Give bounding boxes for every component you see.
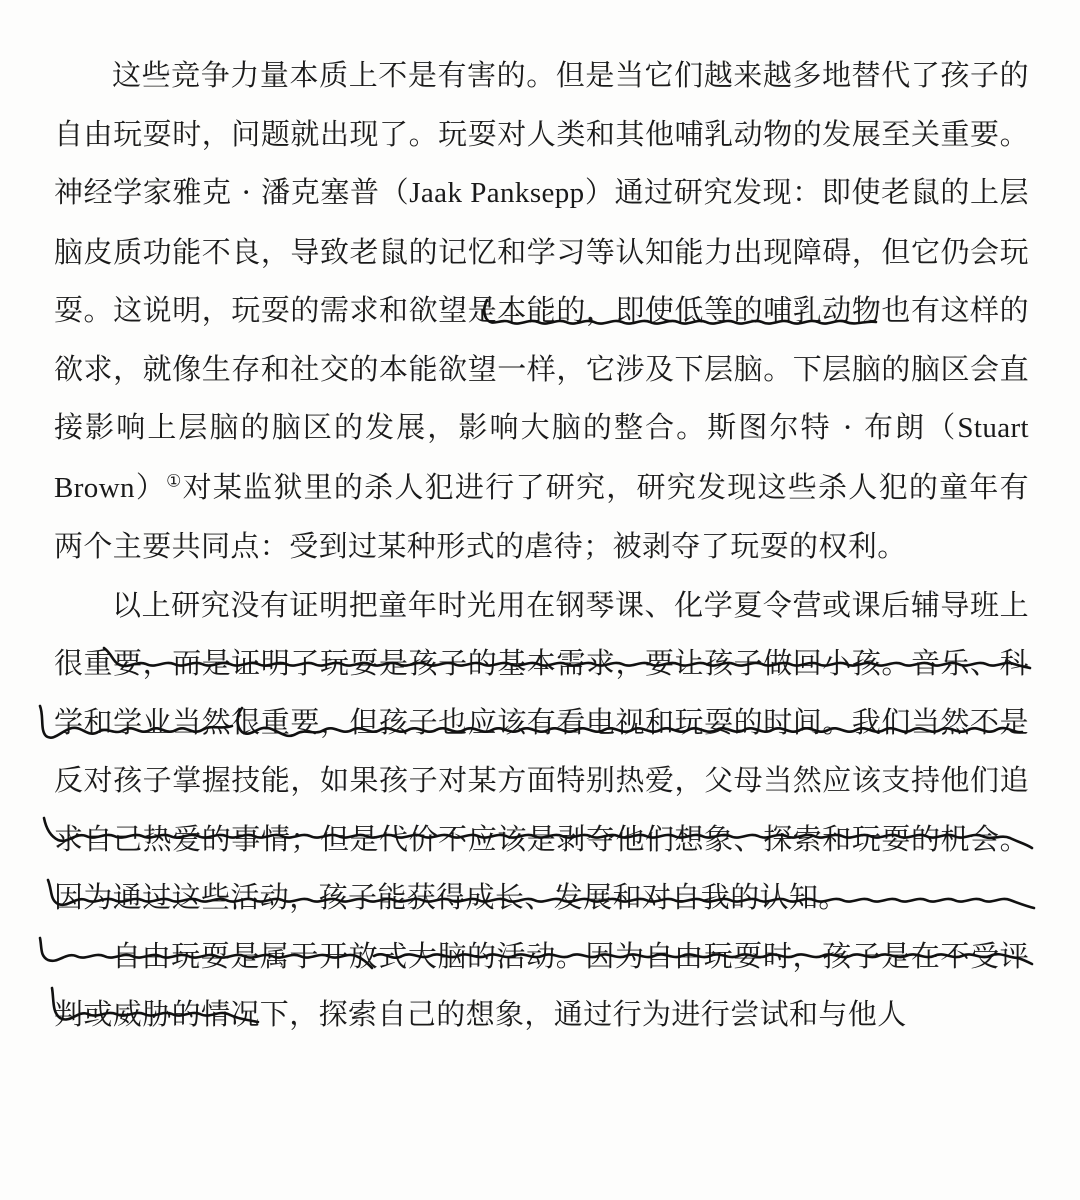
paragraph-1-text-d: 对某监狱里的杀人犯进行了研究，研究发现这些杀人犯的童年有两个主要共同点：受到过某种形式的虐待；被剥夺了玩耍的权利。 bbox=[54, 469, 1030, 563]
paragraph-1-text-a: 这些竞争力量本质上不是有害的。但是当它们越来越多地替代了孩子的自由玩耍时，问题就出现了。玩耍对人类和其他哺乳动物的发展至关重要。神经学家雅克 · 潘克塞普（ bbox=[54, 58, 1029, 209]
footnote-marker[interactable]: ① bbox=[166, 470, 183, 490]
paragraph-1 bbox=[54, 46, 1029, 576]
paragraph-1-text-b: ）通过研究发现：即使老鼠的上层脑皮质功能不良，导致老鼠的记忆和学习等认知能力出现障碍，但它仍会玩耍。这说明，玩耍的需求和欲望是本能的，即使低等的哺乳动物也有这样的欲求，就像生存和社交的本能欲望一样，它涉及下层脑。下层脑的脑区会直接影响上层脑的脑区的发展，影响大脑的整合。斯图尔特 · 布朗（ bbox=[54, 175, 1029, 444]
paragraph-2: 以上研究没有证明把童年时光用在钢琴课、化学夏令营或课后辅导班上很重要，而是证明了玩耍是孩子的基本需求，要让孩子做回小孩。音乐、科学和学业当然很重要，但孩子也应该有看电视和玩耍的时间。我们当然不是反对孩子掌握技能，如果孩子对某方面特别热爱，父母当然应该支持他们追求自己热爱的事情；但是代价不应该是剥夺他们想象、探索和玩耍的机会。因为通过这些活动，孩子能获得成长、发展和对自我的认知。 bbox=[54, 587, 1029, 914]
name-jaak-panksepp: Jaak Panksepp bbox=[409, 177, 585, 209]
paragraph-3: 自由玩耍是属于开放式大脑的活动。因为自由玩耍时，孩子是在不受评判或威胁的情况下，探索自己的想象，通过行为进行尝试和与他人 bbox=[54, 938, 1029, 1031]
paragraph-1-text-c: ） bbox=[134, 469, 167, 504]
body-text bbox=[54, 46, 1029, 1044]
name-stuart-brown: Stuart Brown bbox=[54, 412, 1029, 504]
